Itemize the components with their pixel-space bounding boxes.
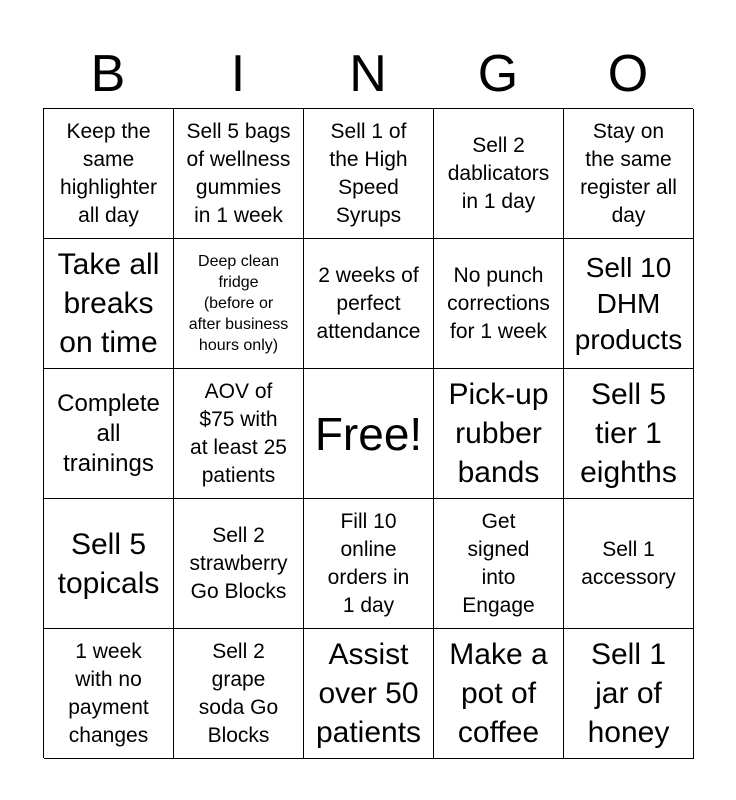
- cell-text: Deep clean fridge (before or after business hours only): [188, 253, 289, 354]
- bingo-cell[interactable]: [304, 109, 434, 239]
- bingo-cell[interactable]: [434, 629, 564, 759]
- cell-text: Sell 2 strawberry Go Blocks: [189, 523, 288, 603]
- bingo-cell[interactable]: [44, 629, 174, 759]
- header-letter-b: B: [90, 45, 126, 103]
- bingo-cell[interactable]: [174, 499, 304, 629]
- cell-text: Sell 5 bags of wellness gummies in 1 week: [186, 119, 291, 227]
- cell-text: Sell 5 tier 1 eighths: [580, 378, 677, 489]
- header-letter-o: O: [607, 45, 649, 103]
- cell-text: Make a pot of coffee: [449, 638, 548, 749]
- bingo-cell[interactable]: [564, 239, 694, 369]
- bingo-cell[interactable]: [174, 629, 304, 759]
- bingo-cell[interactable]: [434, 499, 564, 629]
- bingo-board: [43, 108, 693, 758]
- free-cell-text: Free!: [314, 407, 423, 460]
- cell-text: Complete all trainings: [57, 389, 160, 477]
- bingo-cell[interactable]: [564, 629, 694, 759]
- cell-text: Sell 1 jar of honey: [587, 638, 670, 749]
- bingo-cell[interactable]: [174, 239, 304, 369]
- cell-text: Sell 1 accessory: [581, 537, 676, 589]
- bingo-cell[interactable]: [174, 109, 304, 239]
- cell-text: 1 week with no payment changes: [68, 639, 149, 747]
- cell-text: No punch corrections for 1 week: [447, 263, 550, 343]
- cell-text: Get signed into Engage: [462, 509, 535, 617]
- bingo-cell[interactable]: [304, 499, 434, 629]
- bingo-cell[interactable]: [564, 109, 694, 239]
- cell-text: Stay on the same register all day: [580, 119, 677, 227]
- bingo-cell[interactable]: [434, 239, 564, 369]
- header-letter-g: G: [477, 45, 519, 103]
- bingo-cell[interactable]: [44, 499, 174, 629]
- bingo-cell[interactable]: [434, 109, 564, 239]
- bingo-cell[interactable]: [564, 499, 694, 629]
- free-cell[interactable]: [304, 369, 434, 499]
- cell-text: Sell 1 of the High Speed Syrups: [329, 119, 408, 227]
- cell-text: Sell 5 topicals: [57, 527, 160, 600]
- cell-text: Pick-up rubber bands: [448, 378, 549, 489]
- bingo-cell[interactable]: [174, 369, 304, 499]
- bingo-cell[interactable]: [44, 239, 174, 369]
- bingo-header: [43, 40, 693, 108]
- cell-text: Keep the same highlighter all day: [60, 119, 157, 227]
- cell-text: 2 weeks of perfect attendance: [316, 263, 421, 343]
- bingo-cell[interactable]: [304, 629, 434, 759]
- cell-text: Assist over 50 patients: [315, 638, 422, 749]
- header-letter-i: I: [230, 45, 246, 103]
- cell-text: Sell 2 grape soda Go Blocks: [198, 639, 279, 747]
- cell-text: Sell 10 DHM products: [574, 251, 683, 355]
- header-letter-n: N: [349, 45, 387, 103]
- bingo-cell[interactable]: [44, 109, 174, 239]
- cell-text: Take all breaks on time: [57, 248, 160, 359]
- bingo-cell[interactable]: [434, 369, 564, 499]
- bingo-cell[interactable]: [564, 369, 694, 499]
- cell-text: AOV of $75 with at least 25 patients: [190, 379, 287, 487]
- cell-text: Sell 2 dablicators in 1 day: [447, 133, 550, 213]
- cell-text: Fill 10 online orders in 1 day: [327, 509, 410, 617]
- bingo-cell[interactable]: [304, 239, 434, 369]
- bingo-cell[interactable]: [44, 369, 174, 499]
